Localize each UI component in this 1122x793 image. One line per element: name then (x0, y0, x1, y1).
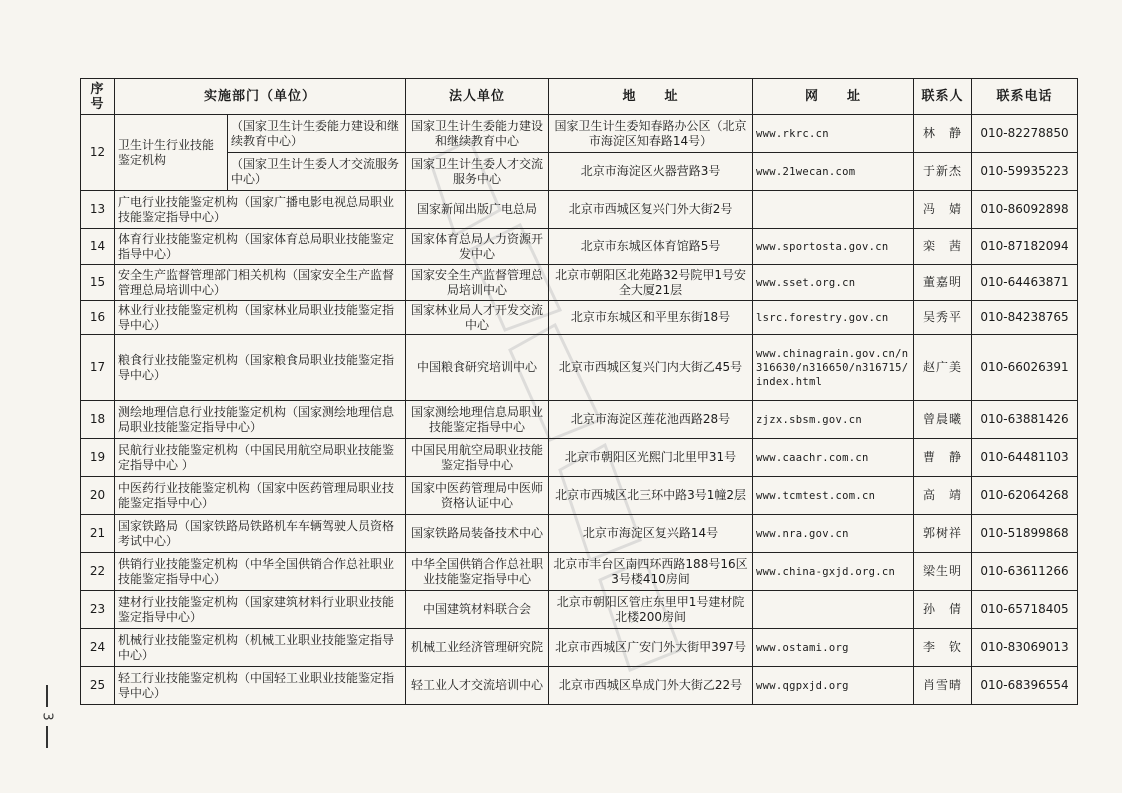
table-row (81, 629, 1078, 667)
table-row (81, 515, 1078, 553)
row-number: 22 (81, 553, 115, 591)
header-legal: 法人单位 (406, 79, 549, 115)
row-number: 15 (81, 265, 115, 301)
website-link[interactable]: www.rkrc.cn (753, 115, 914, 153)
website-link[interactable]: www.21wecan.com (753, 153, 914, 191)
contact-person: 高 靖 (914, 477, 972, 515)
legal-entity: 国家中医药管理局中医师资格认证中心 (406, 477, 549, 515)
contact-phone: 010-84238765 (972, 301, 1078, 335)
address: 北京市丰台区南四环西路188号16区3号楼410房间 (549, 553, 753, 591)
address: 北京市西城区复兴门内大街乙45号 (549, 335, 753, 401)
department: 建材行业技能鉴定机构（国家建筑材料行业职业技能鉴定指导中心） (115, 591, 406, 629)
header-num: 序号 (81, 79, 115, 115)
website-link[interactable] (753, 191, 914, 229)
header-addr: 地 址 (549, 79, 753, 115)
table-row (81, 439, 1078, 477)
header-dept: 实施部门（单位） (115, 79, 406, 115)
contact-phone: 010-64463871 (972, 265, 1078, 301)
address: 北京市东城区体育馆路5号 (549, 229, 753, 265)
contact-phone: 010-87182094 (972, 229, 1078, 265)
website-link[interactable]: lsrc.forestry.gov.cn (753, 301, 914, 335)
legal-entity: 中国粮食研究培训中心 (406, 335, 549, 401)
contact-person: 曹 静 (914, 439, 972, 477)
website-link[interactable]: www.sportosta.gov.cn (753, 229, 914, 265)
table-row (81, 191, 1078, 229)
contact-person: 李 钦 (914, 629, 972, 667)
legal-entity: 国家测绘地理信息局职业技能鉴定指导中心 (406, 401, 549, 439)
contact-person: 赵广美 (914, 335, 972, 401)
table-header-row (81, 79, 1078, 115)
table-row (81, 477, 1078, 515)
page-number-marker (40, 683, 54, 750)
department: 国家铁路局（国家铁路局铁路机车车辆驾驶人员资格考试中心） (115, 515, 406, 553)
legal-entity: 轻工业人才交流培训中心 (406, 667, 549, 705)
address: 北京市朝阳区北苑路32号院甲1号安全大厦21层 (549, 265, 753, 301)
contact-person: 郭树祥 (914, 515, 972, 553)
department-sub: （国家卫生计生委人才交流服务中心） (228, 153, 406, 191)
table-row (81, 301, 1078, 335)
website-link[interactable]: www.qgpxjd.org (753, 667, 914, 705)
table-row (81, 229, 1078, 265)
table-row (81, 401, 1078, 439)
row-number: 24 (81, 629, 115, 667)
legal-entity: 中国建筑材料联合会 (406, 591, 549, 629)
page-number: 3 (39, 712, 55, 721)
legal-entity: 国家新闻出版广电总局 (406, 191, 549, 229)
contact-person: 吴秀平 (914, 301, 972, 335)
row-number: 20 (81, 477, 115, 515)
address: 北京市海淀区莲花池西路28号 (549, 401, 753, 439)
legal-entity: 中华全国供销合作总社职业技能鉴定指导中心 (406, 553, 549, 591)
address: 北京市东城区和平里东街18号 (549, 301, 753, 335)
website-link[interactable]: www.caachr.com.cn (753, 439, 914, 477)
contact-person: 梁生明 (914, 553, 972, 591)
department-main: 卫生计生行业技能鉴定机构 (115, 115, 228, 191)
row-number: 14 (81, 229, 115, 265)
department: 粮食行业技能鉴定机构（国家粮食局职业技能鉴定指导中心） (115, 335, 406, 401)
table-row (81, 591, 1078, 629)
department: 测绘地理信息行业技能鉴定机构（国家测绘地理信息局职业技能鉴定指导中心） (115, 401, 406, 439)
table-row (81, 265, 1078, 301)
contact-person: 于新杰 (914, 153, 972, 191)
header-web: 网 址 (753, 79, 914, 115)
address: 北京市朝阳区管庄东里甲1号建材院北楼200房间 (549, 591, 753, 629)
row-number: 25 (81, 667, 115, 705)
header-phone: 联系电话 (972, 79, 1078, 115)
website-link[interactable] (753, 591, 914, 629)
website-link[interactable]: www.ostami.org (753, 629, 914, 667)
row-number: 18 (81, 401, 115, 439)
legal-entity: 机械工业经济管理研究院 (406, 629, 549, 667)
contact-person: 曾晨曦 (914, 401, 972, 439)
website-link[interactable]: www.nra.gov.cn (753, 515, 914, 553)
department: 民航行业技能鉴定机构（中国民用航空局职业技能鉴定指导中心 ） (115, 439, 406, 477)
contact-phone: 010-66026391 (972, 335, 1078, 401)
contact-person: 栾 茜 (914, 229, 972, 265)
address: 北京市西城区广安门外大街甲397号 (549, 629, 753, 667)
department: 安全生产监督管理部门相关机构（国家安全生产监督管理总局培训中心） (115, 265, 406, 301)
table-row (81, 115, 1078, 153)
table-row (81, 667, 1078, 705)
address: 北京市朝阳区光熙门北里甲31号 (549, 439, 753, 477)
department: 广电行业技能鉴定机构（国家广播电影电视总局职业技能鉴定指导中心） (115, 191, 406, 229)
page-marker-bar-bottom (46, 726, 48, 748)
legal-entity: 国家铁路局装备技术中心 (406, 515, 549, 553)
row-number: 12 (81, 115, 115, 191)
legal-entity: 中国民用航空局职业技能鉴定指导中心 (406, 439, 549, 477)
row-number: 16 (81, 301, 115, 335)
address: 北京市西城区复兴门外大街2号 (549, 191, 753, 229)
contact-phone: 010-63611266 (972, 553, 1078, 591)
department: 供销行业技能鉴定机构（中华全国供销合作总社职业技能鉴定指导中心） (115, 553, 406, 591)
website-link[interactable]: zjzx.sbsm.gov.cn (753, 401, 914, 439)
contact-phone: 010-64481103 (972, 439, 1078, 477)
row-number: 23 (81, 591, 115, 629)
contact-phone: 010-59935223 (972, 153, 1078, 191)
page-marker-bar-top (46, 685, 48, 707)
address: 北京市海淀区复兴路14号 (549, 515, 753, 553)
legal-entity: 国家林业局人才开发交流中心 (406, 301, 549, 335)
row-number: 17 (81, 335, 115, 401)
legal-entity: 国家卫生计生委人才交流服务中心 (406, 153, 549, 191)
website-link[interactable]: www.tcmtest.com.cn (753, 477, 914, 515)
legal-entity: 国家卫生计生委能力建设和继续教育中心 (406, 115, 549, 153)
address: 北京市西城区阜成门外大街乙22号 (549, 667, 753, 705)
department: 轻工行业技能鉴定机构（中国轻工业职业技能鉴定指导中心） (115, 667, 406, 705)
legal-entity: 国家安全生产监督管理总局培训中心 (406, 265, 549, 301)
website-link[interactable]: www.sset.org.cn (753, 265, 914, 301)
contact-phone: 010-63881426 (972, 401, 1078, 439)
contact-phone: 010-86092898 (972, 191, 1078, 229)
department: 中医药行业技能鉴定机构（国家中医药管理局职业技能鉴定指导中心） (115, 477, 406, 515)
row-number: 21 (81, 515, 115, 553)
contact-phone: 010-68396554 (972, 667, 1078, 705)
table-row (81, 553, 1078, 591)
contact-phone: 010-82278850 (972, 115, 1078, 153)
department: 机械行业技能鉴定机构（机械工业职业技能鉴定指导中心） (115, 629, 406, 667)
table-row (81, 153, 1078, 191)
header-person: 联系人 (914, 79, 972, 115)
address: 国家卫生计生委知春路办公区（北京市海淀区知春路14号） (549, 115, 753, 153)
contact-person: 董嘉明 (914, 265, 972, 301)
contact-person: 孙 倩 (914, 591, 972, 629)
contact-phone: 010-65718405 (972, 591, 1078, 629)
legal-entity: 国家体育总局人力资源开发中心 (406, 229, 549, 265)
department-sub: （国家卫生计生委能力建设和继续教育中心） (228, 115, 406, 153)
address: 北京市西城区北三环中路3号1幢2层 (549, 477, 753, 515)
address: 北京市海淀区火器营路3号 (549, 153, 753, 191)
department: 体育行业技能鉴定机构（国家体育总局职业技能鉴定指导中心） (115, 229, 406, 265)
contact-person: 林 静 (914, 115, 972, 153)
contact-phone: 010-83069013 (972, 629, 1078, 667)
contact-person: 肖雪晴 (914, 667, 972, 705)
contact-table (80, 78, 1078, 705)
table-row (81, 335, 1078, 401)
website-link[interactable]: www.china-gxjd.org.cn (753, 553, 914, 591)
contact-phone: 010-62064268 (972, 477, 1078, 515)
department: 林业行业技能鉴定机构（国家林业局职业技能鉴定指导中心） (115, 301, 406, 335)
row-number: 19 (81, 439, 115, 477)
contact-phone: 010-51899868 (972, 515, 1078, 553)
website-link[interactable]: www.chinagrain.gov.cn/n316630/n316650/n316715/index.html (753, 335, 914, 401)
contact-person: 冯 婧 (914, 191, 972, 229)
row-number: 13 (81, 191, 115, 229)
